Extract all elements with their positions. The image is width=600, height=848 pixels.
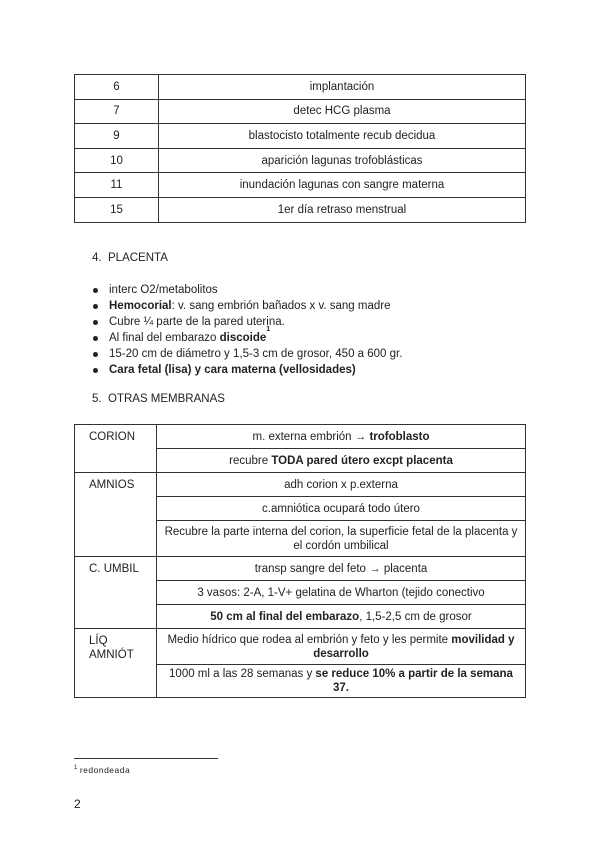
- cumbil-cell: 50 cm al final del embarazo, 1,5-2,5 cm de grosor: [157, 605, 526, 629]
- event-cell: 1er día retraso menstrual: [159, 197, 526, 222]
- event-cell: detec HCG plasma: [159, 99, 526, 124]
- table-row: [75, 197, 526, 222]
- page-number: 2: [74, 797, 81, 811]
- list-item: Hemocorial: v. sang embrión bañados x v. sang madre: [92, 298, 532, 314]
- cumbil-cell: transp sangre del feto → placenta: [157, 557, 526, 581]
- day-cell: 6: [75, 75, 159, 100]
- corion-cell: recubre TODA pared útero excpt placenta: [157, 449, 526, 473]
- table-row: [75, 124, 526, 149]
- otras-membranas-heading: [92, 393, 225, 405]
- table-row: [75, 557, 526, 581]
- event-cell: blastocisto totalmente recub decidua: [159, 124, 526, 149]
- liq-cell: 1000 ml a las 28 semanas y se reduce 10% a partir de la semana 37.: [157, 665, 526, 698]
- liq-label: LÍQ AMNIÓT: [75, 629, 157, 698]
- cumbil-cell: 3 vasos: 2-A, 1-V+ gelatina de Wharton (tejido conectivo: [157, 581, 526, 605]
- day-cell: 9: [75, 124, 159, 149]
- list-item: interc O2/metabolitos: [92, 282, 532, 298]
- event-cell: inundación lagunas con sangre materna: [159, 173, 526, 198]
- corion-label: CORION: [75, 425, 157, 473]
- day-cell: 11: [75, 173, 159, 198]
- event-cell: aparición lagunas trofoblásticas: [159, 148, 526, 173]
- table-row: [75, 75, 526, 100]
- amnios-cell: adh corion x p.externa: [157, 473, 526, 497]
- bullet-icon: [93, 288, 98, 293]
- placenta-bullet-list: [92, 282, 532, 378]
- footnote-ref: 1: [266, 326, 271, 333]
- list-item: 15-20 cm de diámetro y 1,5-3 cm de grosor, 450 a 600 gr.: [92, 346, 532, 362]
- day-cell: 10: [75, 148, 159, 173]
- footnote-mark: 1: [74, 765, 78, 771]
- bullet-icon: [93, 368, 98, 373]
- section-number: 5.: [92, 393, 102, 405]
- amnios-label: AMNIOS: [75, 473, 157, 557]
- section-number: 4.: [92, 252, 102, 264]
- table-row: [75, 473, 526, 497]
- list-item: Al final del embarazo discoide$^1$: [92, 330, 532, 346]
- bullet-icon: [93, 336, 98, 341]
- liq-cell: Medio hídrico que rodea al embrión y feto y les permite movilidad y desarrollo: [157, 629, 526, 665]
- table-row: [75, 629, 526, 665]
- footnote-text: redondeada: [79, 765, 131, 775]
- footnote: [74, 765, 130, 775]
- placenta-heading: [92, 252, 168, 264]
- table-row: [75, 425, 526, 449]
- amnios-cell: c.amniótica ocupará todo útero: [157, 497, 526, 521]
- bullet-icon: [93, 352, 98, 357]
- membranes-table: [74, 424, 526, 698]
- day-cell: 15: [75, 197, 159, 222]
- day-cell: 7: [75, 99, 159, 124]
- corion-cell: m. externa embrión → trofoblasto: [157, 425, 526, 449]
- footnote-divider: [74, 758, 218, 759]
- event-cell: implantación: [159, 75, 526, 100]
- bullet-icon: [93, 320, 98, 325]
- section-title: PLACENTA: [108, 252, 168, 264]
- list-item: Cara fetal (lisa) y cara materna (vellosidades): [92, 362, 532, 378]
- bullet-icon: [93, 304, 98, 309]
- table-row: [75, 99, 526, 124]
- table-row: [75, 173, 526, 198]
- list-item: Cubre ¼ parte de la pared uterina.: [92, 314, 532, 330]
- table-row: [75, 148, 526, 173]
- timeline-table: [74, 74, 526, 223]
- section-title: OTRAS MEMBRANAS: [108, 393, 225, 405]
- cumbil-label: C. UMBIL: [75, 557, 157, 629]
- amnios-cell: Recubre la parte interna del corion, la superficie fetal de la placenta y el cordón umbilical: [157, 521, 526, 557]
